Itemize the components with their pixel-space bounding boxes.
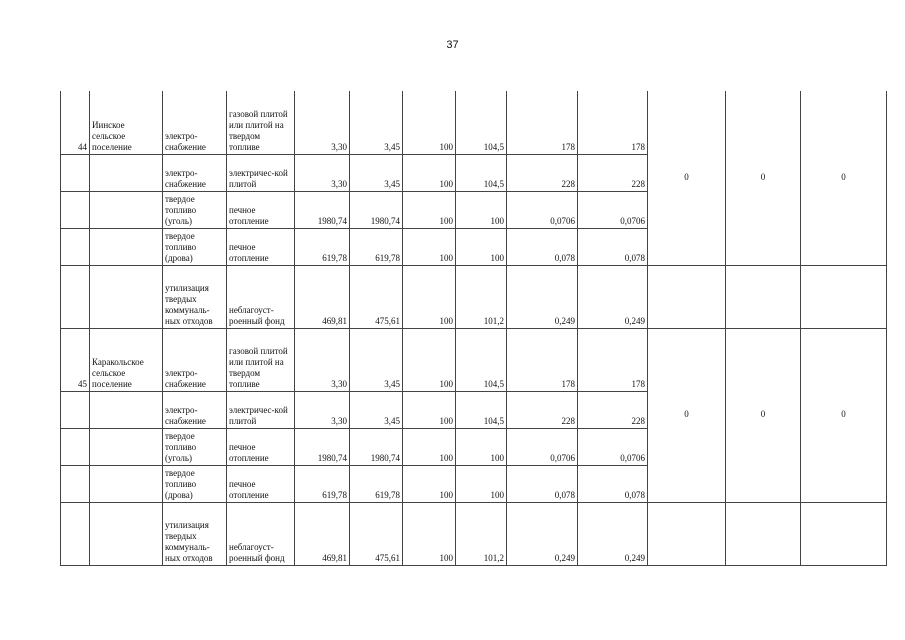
norm-value-2: 228 bbox=[578, 154, 648, 191]
tariff-value-2: 619,78 bbox=[350, 465, 403, 502]
settlement-name: Каракольское сельское поселение bbox=[90, 328, 163, 391]
index-value-1: 100 bbox=[403, 91, 456, 154]
summary-value-3: 0 bbox=[801, 91, 887, 265]
tariff-value-2: 475,61 bbox=[350, 502, 403, 565]
norm-value-2: 0,0706 bbox=[578, 191, 648, 228]
summary-value-2: 0 bbox=[726, 328, 801, 502]
norm-value-2: 0,249 bbox=[578, 265, 648, 328]
norm-value-1: 0,0706 bbox=[507, 191, 578, 228]
settlement-name bbox=[90, 191, 163, 228]
norm-value-2: 0,078 bbox=[578, 465, 648, 502]
housing-category: печное отопление bbox=[227, 191, 295, 228]
tariff-value-1: 3,30 bbox=[295, 91, 350, 154]
norm-value-2: 0,0706 bbox=[578, 428, 648, 465]
index-value-2: 100 bbox=[456, 228, 507, 265]
norm-value-1: 0,078 bbox=[507, 228, 578, 265]
summary-empty-2 bbox=[726, 265, 801, 328]
summary-value-2: 0 bbox=[726, 91, 801, 265]
summary-empty-2 bbox=[726, 502, 801, 565]
row-number: 45 bbox=[61, 328, 90, 391]
norm-value-1: 228 bbox=[507, 154, 578, 191]
service-type: электро-снабжение bbox=[163, 328, 227, 391]
norm-value-2: 0,078 bbox=[578, 228, 648, 265]
tariff-value-1: 469,81 bbox=[295, 265, 350, 328]
index-value-1: 100 bbox=[403, 502, 456, 565]
summary-empty-3 bbox=[801, 502, 887, 565]
service-type: электро-снабжение bbox=[163, 391, 227, 428]
tariff-value-2: 3,45 bbox=[350, 91, 403, 154]
norm-value-2: 178 bbox=[578, 91, 648, 154]
row-number bbox=[61, 465, 90, 502]
index-value-1: 100 bbox=[403, 328, 456, 391]
norm-value-1: 0,0706 bbox=[507, 428, 578, 465]
norm-value-1: 0,249 bbox=[507, 502, 578, 565]
row-number bbox=[61, 265, 90, 328]
row-number bbox=[61, 428, 90, 465]
housing-category: электричес-кой плитой bbox=[227, 391, 295, 428]
index-value-1: 100 bbox=[403, 465, 456, 502]
summary-value-1: 0 bbox=[648, 91, 726, 265]
housing-category: неблагоуст-роенный фонд bbox=[227, 265, 295, 328]
row-number: 44 bbox=[61, 91, 90, 154]
tariff-value-2: 3,45 bbox=[350, 391, 403, 428]
norm-value-1: 178 bbox=[507, 328, 578, 391]
tariff-value-1: 3,30 bbox=[295, 391, 350, 428]
index-value-2: 101,2 bbox=[456, 502, 507, 565]
tariff-table bbox=[60, 91, 887, 566]
row-number bbox=[61, 502, 90, 565]
table-row bbox=[61, 91, 887, 154]
settlement-name bbox=[90, 228, 163, 265]
settlement-name bbox=[90, 391, 163, 428]
settlement-name bbox=[90, 502, 163, 565]
norm-value-1: 228 bbox=[507, 391, 578, 428]
index-value-2: 100 bbox=[456, 428, 507, 465]
service-type: утилизация твердых коммуналь-ных отходов bbox=[163, 502, 227, 565]
index-value-2: 104,5 bbox=[456, 91, 507, 154]
tariff-value-2: 475,61 bbox=[350, 265, 403, 328]
housing-category: электричес-кой плитой bbox=[227, 154, 295, 191]
service-type: твердое топливо (уголь) bbox=[163, 428, 227, 465]
row-number bbox=[61, 391, 90, 428]
tariff-value-2: 3,45 bbox=[350, 154, 403, 191]
tariff-value-1: 3,30 bbox=[295, 328, 350, 391]
tariff-value-1: 619,78 bbox=[295, 465, 350, 502]
table-row bbox=[61, 328, 887, 391]
settlement-name bbox=[90, 465, 163, 502]
tariff-value-2: 619,78 bbox=[350, 228, 403, 265]
settlement-name: Иинское сельское поселение bbox=[90, 91, 163, 154]
index-value-2: 104,5 bbox=[456, 154, 507, 191]
table-row bbox=[61, 502, 887, 565]
settlement-name bbox=[90, 154, 163, 191]
norm-value-1: 0,249 bbox=[507, 265, 578, 328]
housing-category: газовой плитой или плитой на твердом топливе bbox=[227, 328, 295, 391]
index-value-1: 100 bbox=[403, 154, 456, 191]
tariff-value-2: 3,45 bbox=[350, 328, 403, 391]
summary-value-1: 0 bbox=[648, 328, 726, 502]
settlement-name bbox=[90, 265, 163, 328]
norm-value-2: 0,249 bbox=[578, 502, 648, 565]
service-type: твердое топливо (дрова) bbox=[163, 465, 227, 502]
norm-value-2: 228 bbox=[578, 391, 648, 428]
service-type: электро-снабжение bbox=[163, 154, 227, 191]
housing-category: неблагоуст-роенный фонд bbox=[227, 502, 295, 565]
tariff-value-1: 1980,74 bbox=[295, 191, 350, 228]
index-value-2: 100 bbox=[456, 465, 507, 502]
housing-category: печное отопление bbox=[227, 228, 295, 265]
norm-value-1: 178 bbox=[507, 91, 578, 154]
row-number bbox=[61, 228, 90, 265]
summary-empty-3 bbox=[801, 265, 887, 328]
index-value-1: 100 bbox=[403, 191, 456, 228]
service-type: твердое топливо (уголь) bbox=[163, 191, 227, 228]
service-type: утилизация твердых коммуналь-ных отходов bbox=[163, 265, 227, 328]
row-number bbox=[61, 191, 90, 228]
index-value-1: 100 bbox=[403, 265, 456, 328]
norm-value-1: 0,078 bbox=[507, 465, 578, 502]
housing-category: печное отопление bbox=[227, 428, 295, 465]
tariff-value-1: 3,30 bbox=[295, 154, 350, 191]
tariff-value-1: 469,81 bbox=[295, 502, 350, 565]
index-value-2: 104,5 bbox=[456, 328, 507, 391]
summary-empty-1 bbox=[648, 265, 726, 328]
index-value-2: 101,2 bbox=[456, 265, 507, 328]
page-number: 37 bbox=[446, 39, 459, 51]
housing-category: газовой плитой или плитой на твердом топливе bbox=[227, 91, 295, 154]
summary-empty-1 bbox=[648, 502, 726, 565]
tariff-value-2: 1980,74 bbox=[350, 428, 403, 465]
index-value-2: 104,5 bbox=[456, 391, 507, 428]
tariff-value-2: 1980,74 bbox=[350, 191, 403, 228]
norm-value-2: 178 bbox=[578, 328, 648, 391]
settlement-name bbox=[90, 428, 163, 465]
index-value-1: 100 bbox=[403, 391, 456, 428]
index-value-1: 100 bbox=[403, 428, 456, 465]
tariff-value-1: 619,78 bbox=[295, 228, 350, 265]
service-type: электро-снабжение bbox=[163, 91, 227, 154]
index-value-2: 100 bbox=[456, 191, 507, 228]
housing-category: печное отопление bbox=[227, 465, 295, 502]
tariff-value-1: 1980,74 bbox=[295, 428, 350, 465]
service-type: твердое топливо (дрова) bbox=[163, 228, 227, 265]
row-number bbox=[61, 154, 90, 191]
table-row bbox=[61, 265, 887, 328]
index-value-1: 100 bbox=[403, 228, 456, 265]
summary-value-3: 0 bbox=[801, 328, 887, 502]
